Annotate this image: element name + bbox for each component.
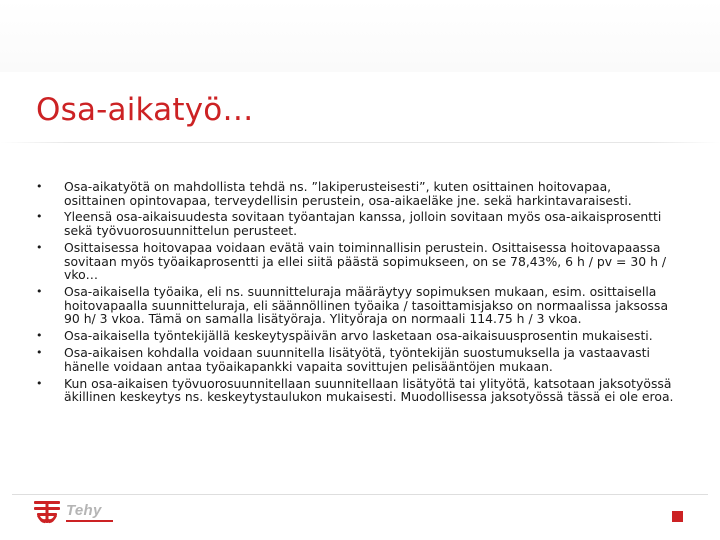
bullet-list xyxy=(36,180,676,407)
bullet-text: Osittaisessa hoitovapaa voidaan evätä vain toiminnallisin perustein. Osittaisessa hoitovapaassa sovitaan myös työaikaprosentti ja ellei siitä päästä sopimukseen, on se 78,43%, 6 h / pv = 30 h / vko… xyxy=(64,239,667,283)
bullet-item xyxy=(36,285,676,326)
bullet-item xyxy=(36,210,676,237)
bullet-dot: • xyxy=(36,240,43,254)
bullet-item xyxy=(36,180,676,207)
bullet-item xyxy=(36,241,676,282)
title-divider xyxy=(0,142,720,143)
bullet-item xyxy=(36,329,676,343)
slide-title: Osa-aikatyö… xyxy=(36,92,254,128)
bullet-item xyxy=(36,377,676,404)
bullet-dot: • xyxy=(36,376,43,390)
bullet-dot: • xyxy=(36,180,43,193)
bullet-text: Osa-aikaisella työntekijällä keskeytyspäivän arvo lasketaan osa-aikaisuusprosentin mukaisesti. xyxy=(64,328,653,344)
corner-accent-square xyxy=(672,511,683,522)
logo-text: Tehy xyxy=(66,502,102,519)
bullet-text: Yleensä osa-aikaisuudesta sovitaan työantajan kanssa, jolloin sovitaan myös osa-aikaisprosentti sekä työvuorosuunnittelun perusteet. xyxy=(64,209,662,239)
bullet-dot: • xyxy=(36,285,43,299)
bullet-text: Osa-aikaisen kohdalla voidaan suunnitella lisätyötä, työntekijän suostumuksella ja vastaavasti hänelle voidaan antaa työaikapankki vapaita sovittujen pelisääntöjen mukaan. xyxy=(64,345,650,374)
bullet-text: Osa-aikaisella työaika, eli ns. suunnitteluraja määräytyy sopimuksen mukaan, esim. osittaisella hoitovapaalla suunnitteluraja, eli säännöllinen työaika / tasoittamisjakso on normaalissa jaksossa 90 h/ 3 vkoa. Tämä on samalla lisätyöraja. Ylityöraja on normaali 114.75 h / 3 vkoa. xyxy=(64,284,669,327)
bullet-text: Kun osa-aikaisen työvuorosuunnitellaan suunnitellaan lisätyötä tai ylityötä, katsotaan jaksotyössä äkillinen keskeytys ns. keskeytystaulukon mukaisesti. Muodollisessa jaksotyössä tässä ei ole eroa. xyxy=(64,375,674,405)
footer-divider xyxy=(12,494,708,495)
bullet-dot: • xyxy=(36,329,43,343)
bullet-item xyxy=(36,346,676,373)
bullet-dot: • xyxy=(36,210,43,224)
bullet-text: Osa-aikatyötä on mahdollista tehdä ns. ”lakiperusteisesti”, kuten osittainen hoitovapaa, osittainen opintovapaa, terveydellisin perustein, osa-aikaeläke jne. sekä harkintavaraisesti. xyxy=(64,179,632,208)
logo-underline xyxy=(66,520,113,522)
slide-header-band xyxy=(0,0,720,72)
bullet-dot: • xyxy=(36,346,43,360)
